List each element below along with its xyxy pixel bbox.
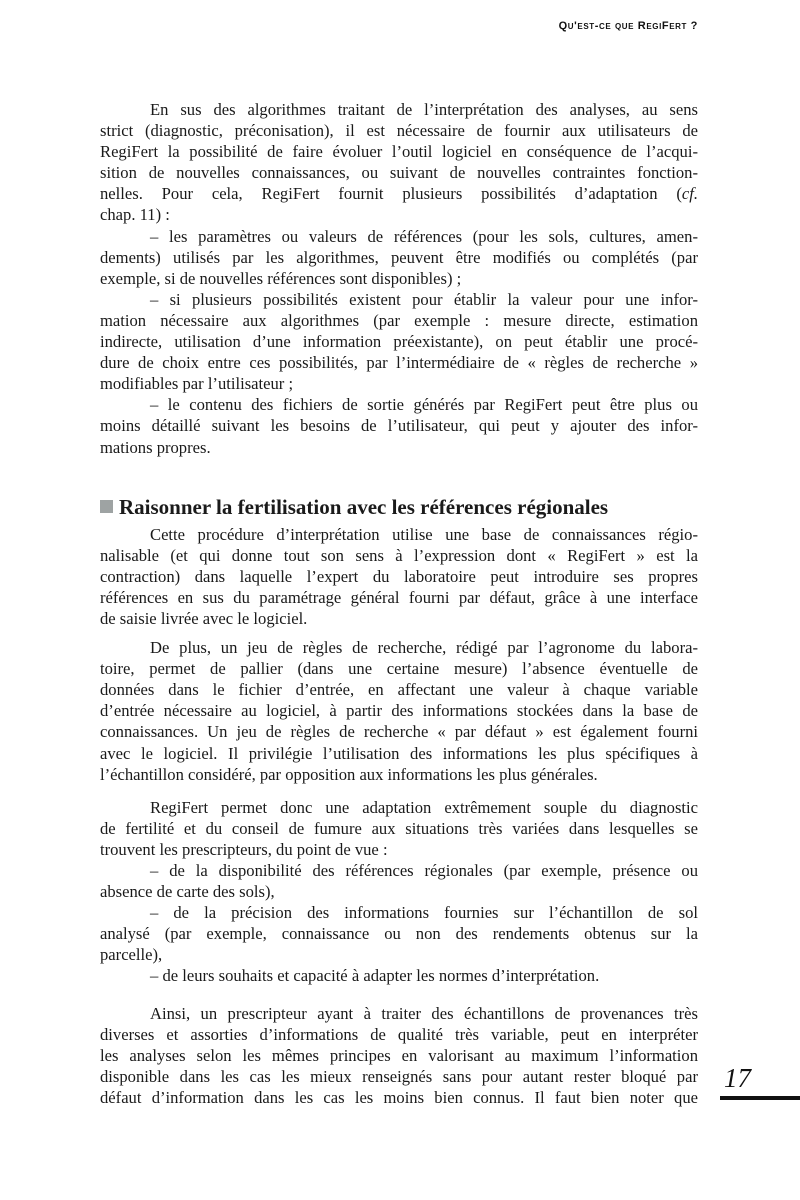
text-line: nalisable (et qui donne tout son sens à l’expression dont « RegiFert » est la [100, 545, 698, 565]
heading-square-icon [100, 500, 113, 513]
running-head: Qu'est-ce que RegiFert ? [558, 20, 698, 32]
text-line: – de la disponibilité des références régionales (par exemple, présence ou [150, 861, 698, 880]
paragraph [100, 860, 698, 902]
text-line: parcelle), [100, 945, 163, 965]
text-line: d’entrée nécessaire au logiciel, à partir des informations stockées dans la base de [100, 701, 698, 721]
text-line: Ainsi, un prescripteur ayant à traiter des échantillons de provenances très [150, 1003, 698, 1023]
text-line: analysé (par exemple, connaissance ou non des rendements obtenus sur la [100, 924, 698, 944]
text-line: de saisie livrée avec le logiciel. [100, 608, 308, 628]
paragraph [100, 797, 698, 860]
italic-text: cf. [681, 184, 698, 204]
text-line: – les paramètres ou valeurs de références (pour les sols, cultures, amen- [150, 226, 698, 246]
text-line: mation nécessaire aux algorithmes (par exemple : mesure directe, estimation [100, 310, 698, 330]
page-number: 17 [724, 1063, 751, 1093]
paragraph [100, 965, 698, 986]
text-line: RegiFert la possibilité de faire évoluer l’outil logiciel en conséquence de l’acqui- [100, 142, 698, 162]
text-line: défaut d’information dans les cas les moins bien connus. Il faut bien noter que [100, 1087, 698, 1107]
paragraph [100, 902, 698, 965]
intro-paragraphs [100, 99, 698, 458]
text-line: En sus des algorithmes traitant de l’interprétation des analyses, au sens [150, 100, 698, 119]
paragraph [100, 99, 698, 226]
text-line: toire, permet de pallier (dans une certaine mesure) l’absence éventuelle de [100, 659, 698, 679]
text-line: mations propres. [100, 437, 211, 457]
text-line: contraction) dans laquelle l’expert du laboratoire peut introduire ses propres [100, 566, 698, 586]
text-line [100, 183, 698, 204]
text-line: références en sus du paramétrage général fourni par défaut, grâce à une interface [100, 587, 698, 607]
text-line: modifiables par l’utilisateur ; [100, 374, 294, 394]
paragraph [100, 394, 698, 457]
text-line: – le contenu des fichiers de sortie générés par RegiFert peut être plus ou [150, 395, 698, 415]
text-line: trouvent les prescripteurs, du point de vue : [100, 839, 388, 859]
paragraph [100, 524, 698, 629]
text-line: – si plusieurs possibilités existent pour établir la valeur pour une infor- [150, 289, 698, 309]
text-line: RegiFert permet donc une adaptation extrêmement souple du diagnostic [150, 797, 698, 817]
paragraph [100, 637, 698, 785]
text-line: strict (diagnostic, préconisation), il est nécessaire de fournir aux utilisateurs de [100, 121, 698, 141]
text-line: sition de nouvelles connaissances, ou suivant de nouvelles contraintes fonction- [100, 163, 698, 183]
section-heading [100, 494, 698, 520]
paragraph [100, 1003, 698, 1108]
text-line: exemple, si de nouvelles références sont disponibles) ; [100, 268, 462, 288]
page-number-rule [720, 1096, 800, 1100]
text-line: les analyses selon les mêmes principes en valorisant au maximum l’information [100, 1045, 698, 1065]
text-line: disponible dans les cas les mieux renseignés sans pour autant rester bloqué par [100, 1066, 698, 1086]
section-heading-text: Raisonner la fertilisation avec les références régionales [119, 494, 609, 519]
text-line: indirecte, utilisation d’une information préexistante), on peut établir une procé- [100, 332, 698, 352]
text-line: Cette procédure d’interprétation utilise une base de connaissances régio- [150, 524, 698, 544]
text-line: connaissances. Un jeu de règles de recherche « par défaut » est également fourni [100, 722, 698, 742]
text-line: chap. 11) : [100, 205, 170, 225]
text-line: absence de carte des sols), [100, 882, 275, 902]
text-line: De plus, un jeu de règles de recherche, rédigé par l’agronome du labora- [150, 638, 698, 658]
text-segment: nelles. Pour cela, RegiFert fournit plusieurs possibilités d’adaptation ( [100, 184, 682, 204]
paragraph [100, 289, 698, 394]
section-paragraphs [100, 524, 698, 1108]
text-line: données dans le fichier d’entrée, en affectant une valeur à chaque variable [100, 680, 698, 700]
text-line: avec le logiciel. Il privilégie l’utilisation des informations les plus spécifiques à [100, 743, 698, 763]
text-line: l’échantillon considéré, par opposition aux informations les plus générales. [100, 764, 598, 784]
page-body [100, 99, 698, 1108]
text-line: dure de choix entre ces possibilités, par l’intermédiaire de « règles de recherche » [100, 353, 698, 373]
text-line: de fertilité et du conseil de fumure aux situations très variées dans lesquelles se [100, 818, 698, 838]
text-line: – de leurs souhaits et capacité à adapter les normes d’interprétation. [150, 966, 600, 986]
text-line: diverses et assorties d’informations de qualité très variable, peut en interpréter [100, 1024, 698, 1044]
text-line: dements) utilisés par les algorithmes, peuvent être modifiés ou complétés (par [100, 247, 698, 267]
text-line: moins détaillé suivant les besoins de l’utilisateur, qui peut y ajouter des infor- [100, 416, 698, 436]
paragraph [100, 226, 698, 289]
text-line: – de la précision des informations fournies sur l’échantillon de sol [150, 903, 698, 923]
